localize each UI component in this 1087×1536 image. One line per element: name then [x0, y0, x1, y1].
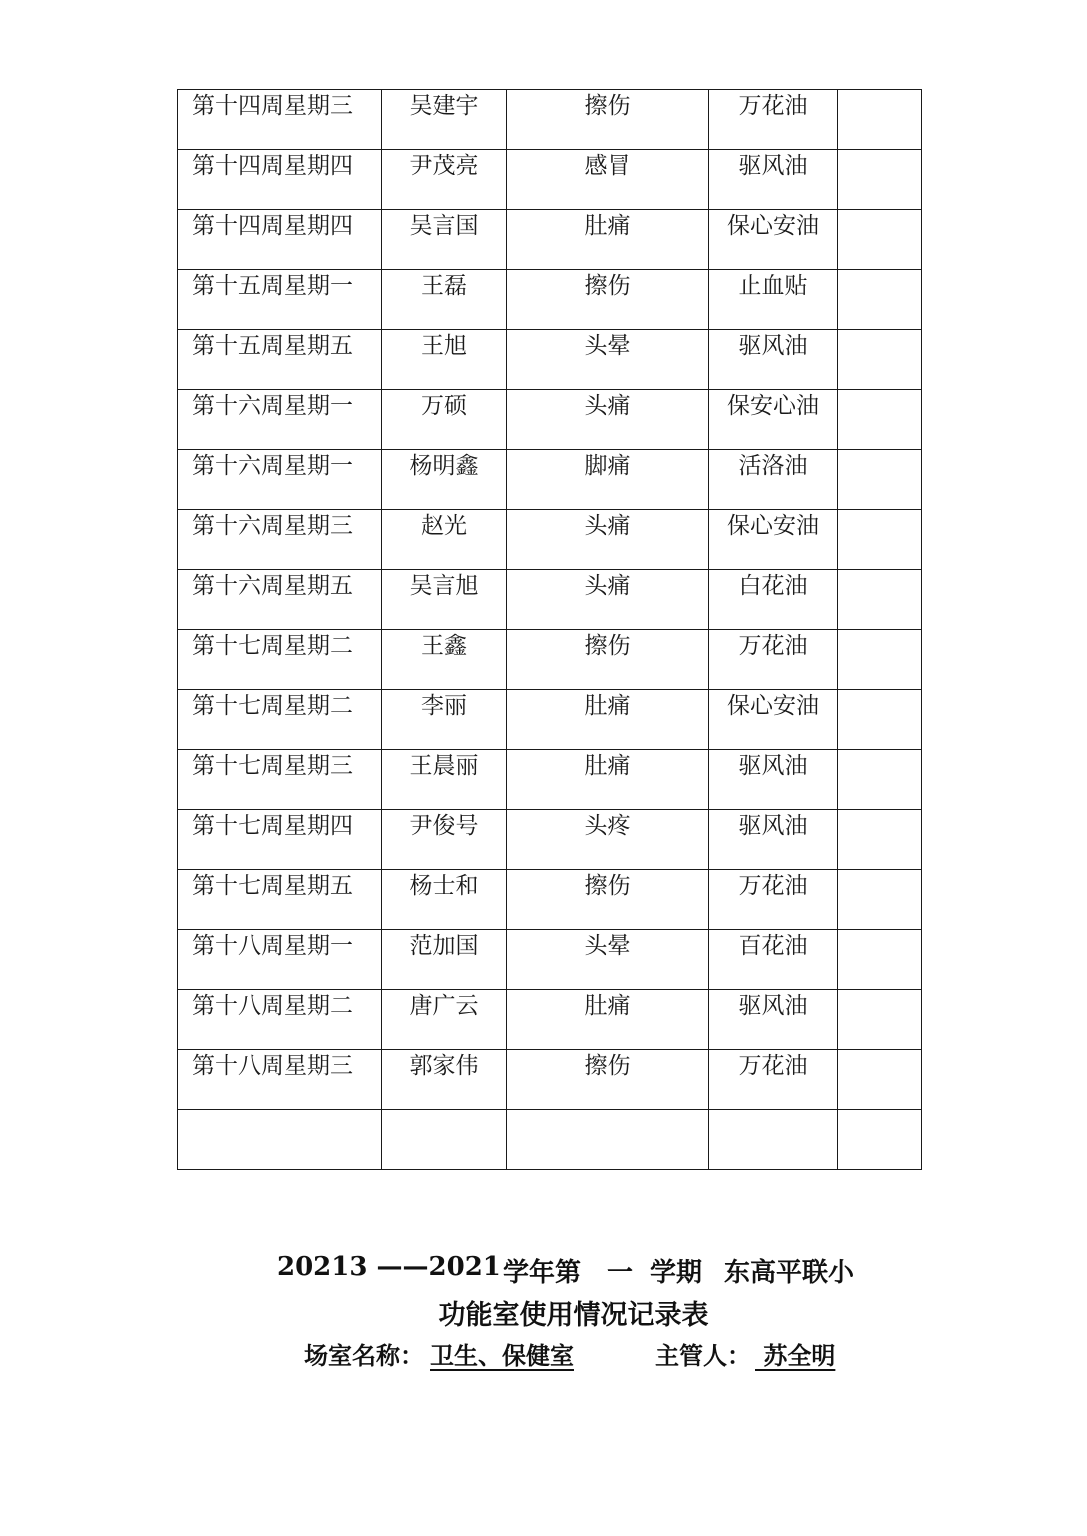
- illness-cell: [507, 870, 709, 930]
- medicine-cell: [709, 870, 838, 930]
- note-cell: [838, 930, 922, 990]
- note-cell: [838, 150, 922, 210]
- medicine-cell: [709, 150, 838, 210]
- student-name-cell: [382, 450, 507, 510]
- note-cell-text: [838, 990, 921, 995]
- table-row: [178, 1110, 922, 1170]
- note-cell: [838, 90, 922, 150]
- form-title-row: [0, 1293, 1087, 1332]
- medicine-cell-text: 驱风油: [738, 153, 808, 179]
- note-cell-text: [838, 90, 921, 95]
- room-label: 场室名称：: [304, 1341, 424, 1370]
- table-row: [178, 90, 922, 150]
- student-name-cell: [382, 690, 507, 750]
- note-cell: [838, 1110, 922, 1170]
- student-name-cell: [382, 990, 507, 1050]
- manager-value: 苏全明: [755, 1341, 836, 1370]
- medicine-cell: [709, 210, 838, 270]
- date-cell: [178, 630, 382, 690]
- illness-cell-text: 擦伤: [584, 273, 631, 299]
- illness-cell-text: 肚痛: [584, 753, 631, 779]
- date-cell: [178, 750, 382, 810]
- illness-cell: [507, 1110, 709, 1170]
- table-row: [178, 570, 922, 630]
- medicine-cell: [709, 990, 838, 1050]
- semester-prefix: 学年第: [503, 1258, 582, 1288]
- medicine-cell: [709, 450, 838, 510]
- table-row: [178, 810, 922, 870]
- illness-cell-text: 肚痛: [584, 213, 631, 239]
- illness-cell: [507, 810, 709, 870]
- semester-suffix: 学期: [650, 1258, 703, 1288]
- student-name-cell: [382, 90, 507, 150]
- note-cell: [838, 330, 922, 390]
- note-cell-text: [838, 390, 921, 395]
- date-cell: [178, 330, 382, 390]
- illness-cell: [507, 450, 709, 510]
- date-cell: [178, 270, 382, 330]
- medicine-cell-text: 白花油: [738, 573, 808, 599]
- student-name-cell-text: 吴建宇: [409, 93, 479, 119]
- illness-cell-text: 脚痛: [584, 453, 631, 479]
- table-row: [178, 690, 922, 750]
- date-cell: [178, 1050, 382, 1110]
- student-name-cell-text: 吴言国: [409, 213, 479, 239]
- date-cell-text: 第十四周星期四: [192, 153, 353, 179]
- date-cell-text: 第十七周星期四: [192, 813, 353, 839]
- student-name-cell: [382, 150, 507, 210]
- medicine-cell-text: 活洛油: [738, 453, 808, 479]
- medicine-cell-text: [709, 1110, 837, 1115]
- student-name-cell: [382, 270, 507, 330]
- table-row: [178, 150, 922, 210]
- medicine-cell-text: 万花油: [738, 873, 808, 899]
- note-cell-text: [838, 1050, 921, 1055]
- date-cell: [178, 510, 382, 570]
- medicine-cell-text: 驱风油: [738, 753, 808, 779]
- table-row: [178, 750, 922, 810]
- date-cell: [178, 390, 382, 450]
- student-name-cell: [382, 330, 507, 390]
- note-cell-text: [838, 750, 921, 755]
- date-cell-text: 第十五周星期一: [192, 273, 353, 299]
- date-cell-text: 第十六周星期一: [192, 453, 353, 479]
- student-name-cell-text: 尹茂亮: [409, 153, 479, 179]
- medicine-cell-text: 驱风油: [738, 813, 808, 839]
- medicine-cell: [709, 270, 838, 330]
- table-row: [178, 1050, 922, 1110]
- student-name-cell-text: 范加国: [409, 933, 479, 959]
- note-cell: [838, 630, 922, 690]
- student-name-cell-text: 王磊: [421, 273, 467, 299]
- student-name-cell: [382, 510, 507, 570]
- date-cell-text: 第十七周星期五: [192, 873, 353, 899]
- illness-cell-text: 感冒: [584, 153, 631, 179]
- student-name-cell: [382, 1050, 507, 1110]
- note-cell-text: [838, 150, 921, 155]
- student-name-cell-text: 尹俊号: [409, 813, 479, 839]
- illness-cell-text: 头痛: [584, 513, 631, 539]
- student-name-cell-text: 李丽: [421, 693, 467, 719]
- medicine-cell: [709, 570, 838, 630]
- medicine-cell-text: 万花油: [738, 1053, 808, 1079]
- date-cell: [178, 1110, 382, 1170]
- form-title: 功能室使用情况记录表: [438, 1300, 709, 1331]
- table-row: [178, 870, 922, 930]
- year-range: 20213 ——2021: [277, 1252, 501, 1282]
- note-cell-text: [838, 870, 921, 875]
- note-cell: [838, 210, 922, 270]
- table-row: [178, 270, 922, 330]
- table-row: [178, 390, 922, 450]
- medicine-cell-text: 保安心油: [727, 393, 819, 419]
- illness-cell-text: 擦伤: [584, 1053, 631, 1079]
- illness-cell: [507, 150, 709, 210]
- illness-cell-text: 擦伤: [584, 93, 631, 119]
- medicine-cell: [709, 330, 838, 390]
- medicine-cell-text: 保心安油: [727, 213, 819, 239]
- illness-cell-text: 擦伤: [584, 873, 631, 899]
- illness-cell: [507, 510, 709, 570]
- medicine-cell: [709, 1050, 838, 1110]
- student-name-cell-text: [382, 1110, 506, 1115]
- medicine-cell: [709, 90, 838, 150]
- illness-cell: [507, 990, 709, 1050]
- note-cell: [838, 870, 922, 930]
- illness-cell: [507, 270, 709, 330]
- illness-cell: [507, 210, 709, 270]
- date-cell-text: 第十七周星期二: [192, 633, 353, 659]
- table-row: [178, 510, 922, 570]
- note-cell-text: [838, 930, 921, 935]
- date-cell: [178, 150, 382, 210]
- medicine-cell: [709, 390, 838, 450]
- illness-cell-text: 头晕: [584, 333, 631, 359]
- illness-cell: [507, 750, 709, 810]
- note-cell-text: [838, 450, 921, 455]
- illness-cell: [507, 90, 709, 150]
- table-row: [178, 930, 922, 990]
- illness-cell: [507, 690, 709, 750]
- note-cell-text: [838, 210, 921, 215]
- student-name-cell: [382, 1110, 507, 1170]
- medicine-cell-text: 保心安油: [727, 693, 819, 719]
- student-name-cell: [382, 930, 507, 990]
- student-name-cell-text: 郭家伟: [409, 1053, 479, 1079]
- date-cell-text: 第十六周星期五: [192, 573, 353, 599]
- date-cell: [178, 690, 382, 750]
- note-cell: [838, 390, 922, 450]
- illness-cell-text: 头痛: [584, 573, 631, 599]
- note-cell-text: [838, 570, 921, 575]
- medicine-cell: [709, 1110, 838, 1170]
- illness-cell: [507, 330, 709, 390]
- room-value: 卫生、保健室: [430, 1341, 574, 1370]
- date-cell: [178, 90, 382, 150]
- student-name-cell: [382, 390, 507, 450]
- date-cell-text: 第十八周星期二: [192, 993, 353, 1019]
- illness-cell-text: 头痛: [584, 393, 631, 419]
- medicine-cell: [709, 750, 838, 810]
- student-name-cell-text: 吴言旭: [409, 573, 479, 599]
- medicine-cell-text: 百花油: [738, 933, 808, 959]
- medicine-cell: [709, 690, 838, 750]
- note-cell-text: [838, 630, 921, 635]
- note-cell-text: [838, 690, 921, 695]
- school-name: 东高平联小: [724, 1258, 855, 1288]
- note-cell-text: [838, 510, 921, 515]
- illness-cell-text: 擦伤: [584, 633, 631, 659]
- table-row: [178, 330, 922, 390]
- note-cell: [838, 1050, 922, 1110]
- date-cell-text: 第十八周星期三: [192, 1053, 353, 1079]
- date-cell: [178, 930, 382, 990]
- student-name-cell-text: 万硕: [421, 393, 467, 419]
- medicine-cell: [709, 630, 838, 690]
- illness-cell: [507, 930, 709, 990]
- date-cell-text: [178, 1110, 381, 1115]
- table-row: [178, 450, 922, 510]
- date-cell-text: 第十四周星期四: [192, 213, 353, 239]
- illness-cell: [507, 630, 709, 690]
- note-cell: [838, 990, 922, 1050]
- note-cell: [838, 270, 922, 330]
- student-name-cell-text: 王晨丽: [409, 753, 479, 779]
- student-name-cell: [382, 870, 507, 930]
- note-cell: [838, 750, 922, 810]
- date-cell: [178, 450, 382, 510]
- medicine-cell-text: 万花油: [738, 633, 808, 659]
- semester-number: 一: [607, 1258, 634, 1288]
- student-name-cell-text: 赵光: [421, 513, 467, 539]
- table-body: [178, 90, 922, 1170]
- medicine-cell: [709, 810, 838, 870]
- note-cell-text: [838, 270, 921, 275]
- date-cell-text: 第十八周星期一: [192, 933, 353, 959]
- usage-record-table: [177, 89, 922, 1170]
- medicine-cell-text: 驱风油: [738, 333, 808, 359]
- date-cell-text: 第十七周星期二: [192, 693, 353, 719]
- illness-cell-text: 肚痛: [584, 693, 631, 719]
- date-cell: [178, 210, 382, 270]
- student-name-cell: [382, 570, 507, 630]
- note-cell-text: [838, 330, 921, 335]
- table-row: [178, 990, 922, 1050]
- student-name-cell-text: 唐广云: [409, 993, 479, 1019]
- student-name-cell: [382, 750, 507, 810]
- manager-label: 主管人：: [655, 1341, 751, 1370]
- note-cell: [838, 810, 922, 870]
- student-name-cell: [382, 210, 507, 270]
- date-cell: [178, 870, 382, 930]
- illness-cell-text: [507, 1110, 708, 1115]
- date-cell-text: 第十七周星期三: [192, 753, 353, 779]
- note-cell: [838, 570, 922, 630]
- date-cell: [178, 810, 382, 870]
- date-cell: [178, 990, 382, 1050]
- table-row: [178, 630, 922, 690]
- note-cell-text: [838, 1110, 921, 1115]
- student-name-cell: [382, 630, 507, 690]
- note-cell: [838, 450, 922, 510]
- medicine-cell: [709, 930, 838, 990]
- illness-cell: [507, 390, 709, 450]
- date-cell: [178, 570, 382, 630]
- date-cell-text: 第十四周星期三: [192, 93, 353, 119]
- date-cell-text: 第十五周星期五: [192, 333, 353, 359]
- date-cell-text: 第十六周星期一: [192, 393, 353, 419]
- medicine-cell-text: 驱风油: [738, 993, 808, 1019]
- note-cell: [838, 690, 922, 750]
- medicine-cell-text: 万花油: [738, 93, 808, 119]
- student-name-cell-text: 杨士和: [409, 873, 479, 899]
- medicine-cell-text: 止血贴: [738, 273, 808, 299]
- student-name-cell-text: 杨明鑫: [409, 453, 479, 479]
- medicine-cell: [709, 510, 838, 570]
- illness-cell-text: 头疼: [584, 813, 631, 839]
- table-row: [178, 210, 922, 270]
- date-cell-text: 第十六周星期三: [192, 513, 353, 539]
- illness-cell-text: 头晕: [584, 933, 631, 959]
- student-name-cell-text: 王旭: [421, 333, 467, 359]
- illness-cell: [507, 570, 709, 630]
- note-cell: [838, 510, 922, 570]
- note-cell-text: [838, 810, 921, 815]
- illness-cell: [507, 1050, 709, 1110]
- student-name-cell-text: 王鑫: [421, 633, 467, 659]
- student-name-cell: [382, 810, 507, 870]
- illness-cell-text: 肚痛: [584, 993, 631, 1019]
- medicine-cell-text: 保心安油: [727, 513, 819, 539]
